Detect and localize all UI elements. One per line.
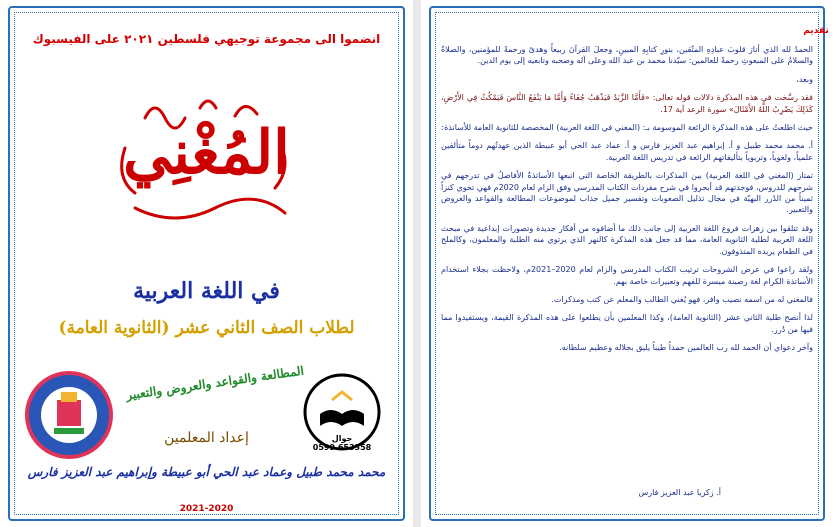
subject-line: في اللغة العربية: [133, 278, 280, 304]
preface-paragraph: ولقد راعوا في عرض الشروحات ترتيب الكتاب المدرسي والزام لعام 2020–2021م، ولاحظت بجلاء استخدام الأساتذة الكرام لغة رصينة ميسرة للفهم وتعبيرات خاصة بهم.: [441, 265, 813, 286]
library-badge-left: [24, 370, 114, 460]
preface-paragraph: الحمدُ لله الذي أنارَ قلوبَ عبادِهِ المتّقين، بنورِ كتابِهِ المبينِ، وجعلَ القرآنَ ربيعاً وهدىً ورحمةً للمؤمنين، والصلاةُ والسلامُ على المبعوثِ رحمةً للعالمين: سيّدنا محمد بن عبد الله وعلى آله وصحبه وتابعيه إلى يوم الدين.: [441, 45, 813, 66]
preface-heading: تقديم: [803, 26, 829, 36]
topics-line: المطالعة والقواعد والعروض والتعبير: [125, 363, 305, 403]
grade-line: لطلاب الصف الثاني عشر (الثانوية العامة): [58, 318, 355, 338]
page-gutter: [413, 0, 421, 527]
authors-line: محمد محمد طبيل وعماد عبد الحي أبو عبيطة وإبراهيم عبد العزيز فارس: [27, 465, 386, 479]
preface-paragraph: وبعد،: [796, 74, 813, 84]
preface-paragraph: تمتاز (المغني في اللغة العربية) بين المذكرات بالطريقة الخاصة التي اتبعها الأساتذةُ الأفاضلُ في تدرجهم في شرحهم للدروس، فوجدتهم قد أبحروا في شرح مفردات الكتاب المدرسي وفق الزام لعام 2020م فهي تحوي كنزاً ثميناً من الدُرر البهيّة في مجال تذليل الصعوبات وتفسير جميل جذاب لموضوعات المطالعة والقواعد والعروض والتعبير.: [441, 171, 814, 215]
preface-paragraph: أ. محمد محمد طبيل و أ. إبراهيم عبد العزيز فارس و أ. عماد عبد الحي أبو عبيطة الذين عهدتُهم دوماً متألقين علمياً، ولغوياً، وتربوياً بتأليفاتهم الرائعة في تدريس اللغة العربية.: [441, 141, 813, 162]
preface-signature: أ. زكريا عبد العزيز فارس: [638, 488, 721, 497]
prepared-by-label: إعداد المعلمين: [164, 430, 249, 446]
preface-paragraph: فقد رسَّخت في هذه المذكرة دلالات قوله تعالى: «فَأَمَّا الزَّبَدُ فَيَذْهَبُ جُفَاءً وَأَمَّا مَا يَنْفَعُ النَّاسَ فَيَمْكُثُ فِي الأَرْضِ، كَذَلِكَ يَضْرِبُ اللَّهُ الأَمْثَالَ» سورة الرعد آية 17.: [441, 93, 813, 114]
print-shop-phone: جوال 0599 653358: [312, 434, 372, 452]
preface-paragraph: لذا أنصح طلبة الثاني عشر (الثانوية العامة)، وكذا المعلمين بأن يطلعوا على هذه المذكرة القيمة، ويستفيدوا مما فيها من دُرر.: [441, 313, 813, 334]
preface-paragraph: حيث اطلعتُ على هذه المذكرة الرائعة الموسومة بـ: (المغني في اللغة العربية) المخصصة للثانوية العامة للأساتذة:: [441, 123, 813, 133]
cover-page: [0, 0, 413, 527]
preface-body: [441, 44, 813, 361]
preface-paragraph: وآخر دعواي أن الحمد لله رب العالمين حمداً طيباً يليق بجلاله وعظيم سلطانه.: [559, 343, 813, 353]
preface-page: [421, 0, 833, 527]
preface-paragraph: فالمغني له من اسمه نصيب وافر، فهو يُغني الطالب والمعلم عن كتب ومذكرات.: [551, 294, 813, 304]
academic-year: 2021-2020: [179, 504, 234, 514]
preface-paragraph: وقد تتلقوا بين زهرات فروع اللغة العربية إلى جانب ذلك ما أضافوه من أفكار جديدة وتصورات إبداعية في مبحث اللغة العربية لطلبة الثانوية العامة، مما قد جعل هذه المذكرة كالنهر الذي يرتوي منه الطلبة والمعلمون، وكالملح في الطعام يريده المتذوقون.: [441, 223, 813, 256]
facebook-group-promo: انضموا الى مجموعة توجيهي فلسطين ٢٠٢١ على الفيسبوك: [32, 32, 381, 46]
book-title: المُغْنِي: [123, 118, 290, 188]
